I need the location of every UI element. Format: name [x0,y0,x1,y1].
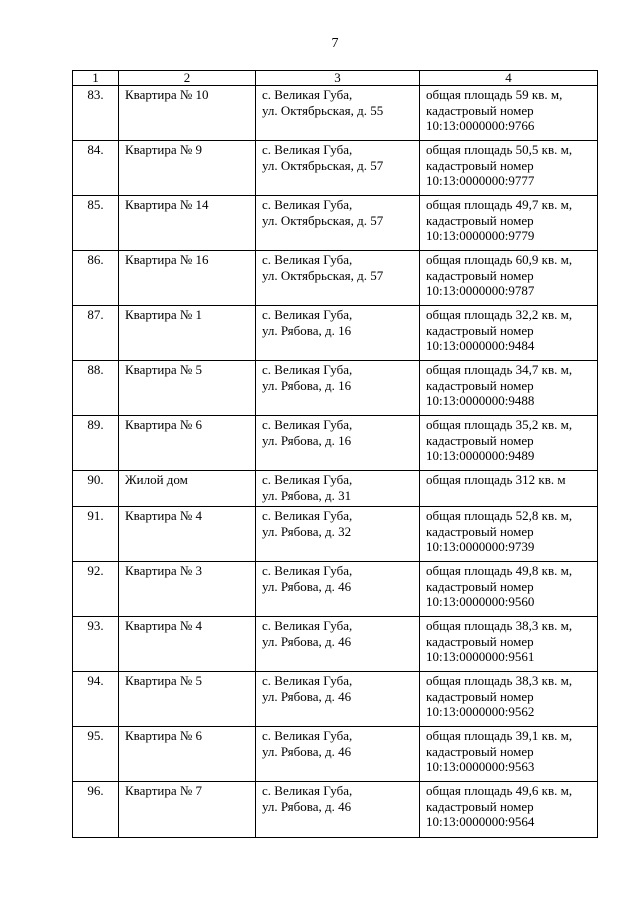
description-line: 10:13:0000000:9779 [426,228,535,243]
address-line: ул. Рябова, д. 46 [262,688,352,704]
address-line: ул. Рябова, д. 32 [262,523,352,539]
address-line: ул. Рябова, д. 31 [262,487,352,503]
object-address [256,617,420,672]
description-line: общая площадь 34,7 кв. м, [426,362,573,377]
object-address [256,196,420,251]
object-name: Квартира № 5 [119,361,256,416]
table-body [73,86,598,838]
object-description [420,672,598,727]
row-number: 95. [73,727,119,782]
description-line: 10:13:0000000:9563 [426,759,535,774]
address-line: ул. Октябрьская, д. 55 [262,102,384,118]
object-address [256,86,420,141]
description-line: кадастровый номер [426,432,534,448]
description-line: общая площадь 50,5 кв. м, [426,142,573,157]
object-address [256,141,420,196]
address-line: ул. Рябова, д. 46 [262,578,352,594]
description-line: общая площадь 38,3 кв. м, [426,618,573,633]
row-number: 92. [73,562,119,617]
description-line: 10:13:0000000:9777 [426,173,535,188]
object-description [420,306,598,361]
object-description [420,361,598,416]
address-line: с. Великая Губа, [262,673,353,688]
row-number: 85. [73,196,119,251]
description-line: общая площадь 52,8 кв. м, [426,508,573,523]
table-row [73,196,598,251]
description-line: 10:13:0000000:9739 [426,539,535,554]
object-address [256,306,420,361]
address-line: с. Великая Губа, [262,362,353,377]
address-line: ул. Октябрьская, д. 57 [262,212,384,228]
object-name: Квартира № 10 [119,86,256,141]
address-line: с. Великая Губа, [262,472,353,487]
object-address [256,782,420,838]
address-line: с. Великая Губа, [262,618,353,633]
object-description [420,86,598,141]
object-description [420,416,598,471]
table-row [73,416,598,471]
object-description [420,507,598,562]
object-description [420,471,598,507]
row-number: 96. [73,782,119,838]
column-header-1: 1 [73,71,119,86]
address-line: с. Великая Губа, [262,508,353,523]
description-line: кадастровый номер [426,743,534,759]
object-description [420,617,598,672]
description-line: 10:13:0000000:9562 [426,704,535,719]
row-number: 94. [73,672,119,727]
description-line: кадастровый номер [426,322,534,338]
object-description [420,141,598,196]
column-header-3: 3 [256,71,420,86]
description-line: кадастровый номер [426,212,534,228]
description-line: общая площадь 312 кв. м [426,472,566,487]
table-row [73,507,598,562]
object-description [420,727,598,782]
table-row [73,361,598,416]
description-line: кадастровый номер [426,102,534,118]
description-line: кадастровый номер [426,267,534,283]
description-line: общая площадь 38,3 кв. м, [426,673,573,688]
address-line: ул. Октябрьская, д. 57 [262,157,384,173]
address-line: ул. Рябова, д. 16 [262,322,352,338]
address-line: с. Великая Губа, [262,87,353,102]
description-line: 10:13:0000000:9489 [426,448,535,463]
row-number: 89. [73,416,119,471]
object-name: Квартира № 14 [119,196,256,251]
address-line: ул. Рябова, д. 46 [262,743,352,759]
description-line: 10:13:0000000:9564 [426,814,535,829]
object-address [256,361,420,416]
address-line: с. Великая Губа, [262,252,353,267]
object-name: Квартира № 4 [119,617,256,672]
address-line: с. Великая Губа, [262,783,353,798]
address-line: ул. Рябова, д. 16 [262,377,352,393]
object-address [256,727,420,782]
column-header-2: 2 [119,71,256,86]
object-address [256,416,420,471]
object-name: Квартира № 16 [119,251,256,306]
description-line: кадастровый номер [426,157,534,173]
object-description [420,251,598,306]
address-line: ул. Октябрьская, д. 57 [262,267,384,283]
description-line: 10:13:0000000:9787 [426,283,535,298]
property-registry-table [72,70,598,838]
object-name: Квартира № 6 [119,416,256,471]
address-line: с. Великая Губа, [262,307,353,322]
description-line: кадастровый номер [426,523,534,539]
description-line: 10:13:0000000:9484 [426,338,535,353]
table-row [73,141,598,196]
address-line: ул. Рябова, д. 16 [262,432,352,448]
object-name: Квартира № 9 [119,141,256,196]
description-line: кадастровый номер [426,633,534,649]
object-address [256,672,420,727]
table-row [73,617,598,672]
row-number: 93. [73,617,119,672]
description-line: общая площадь 32,2 кв. м, [426,307,573,322]
description-line: кадастровый номер [426,688,534,704]
description-line: кадастровый номер [426,578,534,594]
row-number: 91. [73,507,119,562]
description-line: 10:13:0000000:9561 [426,649,535,664]
address-line: с. Великая Губа, [262,563,353,578]
table-row [73,86,598,141]
row-number: 88. [73,361,119,416]
address-line: ул. Рябова, д. 46 [262,633,352,649]
table-row [73,727,598,782]
description-line: общая площадь 49,6 кв. м, [426,783,573,798]
description-line: кадастровый номер [426,377,534,393]
table-header [73,71,598,86]
description-line: общая площадь 49,8 кв. м, [426,563,573,578]
object-description [420,196,598,251]
description-line: общая площадь 35,2 кв. м, [426,417,573,432]
address-line: ул. Рябова, д. 46 [262,798,352,814]
row-number: 83. [73,86,119,141]
object-address [256,562,420,617]
page-number: 7 [331,36,339,51]
object-name: Квартира № 4 [119,507,256,562]
table-row [73,306,598,361]
description-line: 10:13:0000000:9560 [426,594,535,609]
description-line: кадастровый номер [426,798,534,814]
object-name: Квартира № 5 [119,672,256,727]
row-number: 90. [73,471,119,507]
address-line: с. Великая Губа, [262,417,353,432]
object-name: Жилой дом [119,471,256,507]
description-line: общая площадь 59 кв. м, [426,87,563,102]
address-line: с. Великая Губа, [262,142,353,157]
address-line: с. Великая Губа, [262,197,353,212]
object-description [420,562,598,617]
row-number: 86. [73,251,119,306]
table-row [73,562,598,617]
description-line: общая площадь 49,7 кв. м, [426,197,573,212]
table-row [73,782,598,838]
object-name: Квартира № 7 [119,782,256,838]
object-name: Квартира № 6 [119,727,256,782]
column-header-4: 4 [420,71,598,86]
row-number: 87. [73,306,119,361]
object-name: Квартира № 1 [119,306,256,361]
table-row [73,471,598,507]
object-address [256,251,420,306]
object-name: Квартира № 3 [119,562,256,617]
table-row [73,251,598,306]
table-header-row [73,71,598,86]
object-address [256,471,420,507]
description-line: общая площадь 39,1 кв. м, [426,728,573,743]
object-description [420,782,598,838]
address-line: с. Великая Губа, [262,728,353,743]
table-row [73,672,598,727]
object-address [256,507,420,562]
row-number: 84. [73,141,119,196]
description-line: общая площадь 60,9 кв. м, [426,252,573,267]
description-line: 10:13:0000000:9488 [426,393,535,408]
description-line: 10:13:0000000:9766 [426,118,535,133]
